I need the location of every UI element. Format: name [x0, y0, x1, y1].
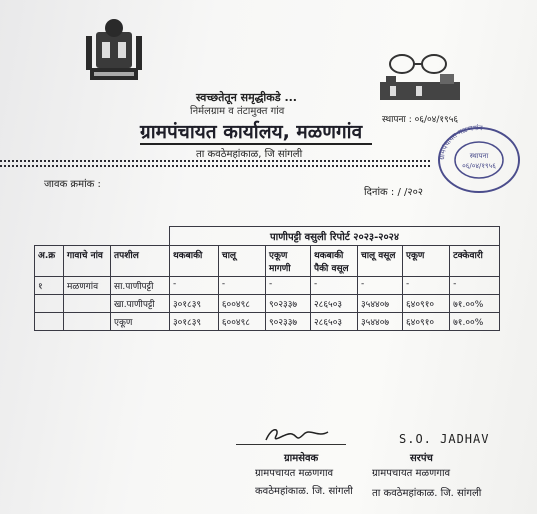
gramsevak-place: ग्रामपचायत मळणगाव — [255, 468, 334, 479]
table-cell: ७१.००% — [450, 313, 500, 331]
gramsevak-taluka: कवठेमहांकाळ. जि. सांगली — [255, 486, 353, 497]
table-cell — [35, 313, 64, 331]
established-date: स्थापना : ०६/०४/१९५६ — [382, 115, 459, 125]
table-cell: ९०२३३७ — [265, 313, 310, 331]
column-header: अ.क्र — [35, 246, 64, 277]
table-cell: ९०२३३७ — [265, 295, 310, 313]
table-cell: खा.पाणीपट्टी — [111, 295, 170, 313]
table-cell: ७१.००% — [450, 295, 500, 313]
table-cell: ३५४४०७ — [357, 295, 402, 313]
column-header: एकूण मागणी — [265, 246, 310, 277]
table-cell: - — [218, 277, 265, 295]
column-header: तपशील — [111, 246, 170, 277]
slogan-line-2: निर्मलग्राम व तंटामुक्त गांव — [190, 106, 285, 117]
table-cell: - — [265, 277, 310, 295]
sarpanch-name: S.O. JADHAV — [399, 432, 490, 446]
table-cell: - — [402, 277, 449, 295]
table-header-row — [35, 246, 500, 277]
signature-scrawl-icon — [262, 424, 332, 446]
title-underline — [140, 143, 372, 145]
table-cell — [64, 313, 111, 331]
village-emblem-icon — [84, 14, 144, 86]
table-cell — [35, 295, 64, 313]
dotted-divider — [0, 160, 430, 162]
column-header: थकबाकी पैकी वसूल — [310, 246, 357, 277]
report-caption: पाणीपट्टी वसुली रिपोर्ट २०२३-२०२४ — [170, 227, 500, 246]
outward-number-label: जावक क्रमांक : — [44, 179, 101, 190]
table-cell: ६४०९१० — [402, 313, 449, 331]
table-row — [35, 295, 500, 313]
column-header: चालू वसूल — [357, 246, 402, 277]
column-header: एकूण — [402, 246, 449, 277]
table-cell: - — [310, 277, 357, 295]
table-cell: २८६५०३ — [310, 295, 357, 313]
swachh-bharat-logo-icon — [376, 50, 464, 104]
seal-center-label: स्थापना — [469, 152, 489, 160]
table-cell: ३०१८३९ — [170, 313, 219, 331]
table-cell: ६४०९१० — [402, 295, 449, 313]
column-header: गावाचे नांव — [64, 246, 111, 277]
table-cell: - — [170, 277, 219, 295]
sarpanch-role: सरपंच — [410, 453, 433, 464]
table-cell: ३०१८३९ — [170, 295, 219, 313]
table-row — [35, 313, 500, 331]
seal-ring-text: ग्रामपंचायत मळणगांव — [437, 123, 483, 161]
water-tax-report-table — [34, 226, 500, 331]
table-cell: ६००४९८ — [218, 295, 265, 313]
seal-center-date: ०६/०४/१९५६ — [462, 162, 496, 170]
table-cell: - — [357, 277, 402, 295]
table-cell: ६००४९८ — [218, 313, 265, 331]
table-cell: - — [450, 277, 500, 295]
office-title: ग्रामपंचायत कार्यालय, मळणगांव — [140, 121, 363, 143]
column-header: टक्केवारी — [450, 246, 500, 277]
slogan-line-1: स्वच्छतेतून समृद्धीकडे ... — [196, 91, 297, 104]
table-cell: एकूण — [111, 313, 170, 331]
office-seal-icon — [434, 122, 524, 194]
office-address: ता कवठेमहांकाळ, जि सांगली — [196, 149, 303, 160]
table-cell: ३५४४०७ — [357, 313, 402, 331]
table-cell: सा.पाणीपट्टी — [111, 277, 170, 295]
sarpanch-taluka: ता कवठेमहांकाळ. जि. सांगली — [372, 488, 482, 499]
gramsevak-role: ग्रामसेवक — [284, 453, 319, 464]
table-cell: २८६५०३ — [310, 313, 357, 331]
table-cell: १ — [35, 277, 64, 295]
dotted-divider — [0, 165, 430, 167]
sarpanch-place: ग्रामपचायत मळणगाव — [372, 468, 451, 479]
table-row — [35, 277, 500, 295]
table-cell: मळणगांव — [64, 277, 111, 295]
date-label: दिनांक : / /२०२ — [364, 187, 423, 198]
table-cell — [64, 295, 111, 313]
column-header: थकबाकी — [170, 246, 219, 277]
signature-line — [236, 444, 346, 445]
column-header: चालू — [218, 246, 265, 277]
